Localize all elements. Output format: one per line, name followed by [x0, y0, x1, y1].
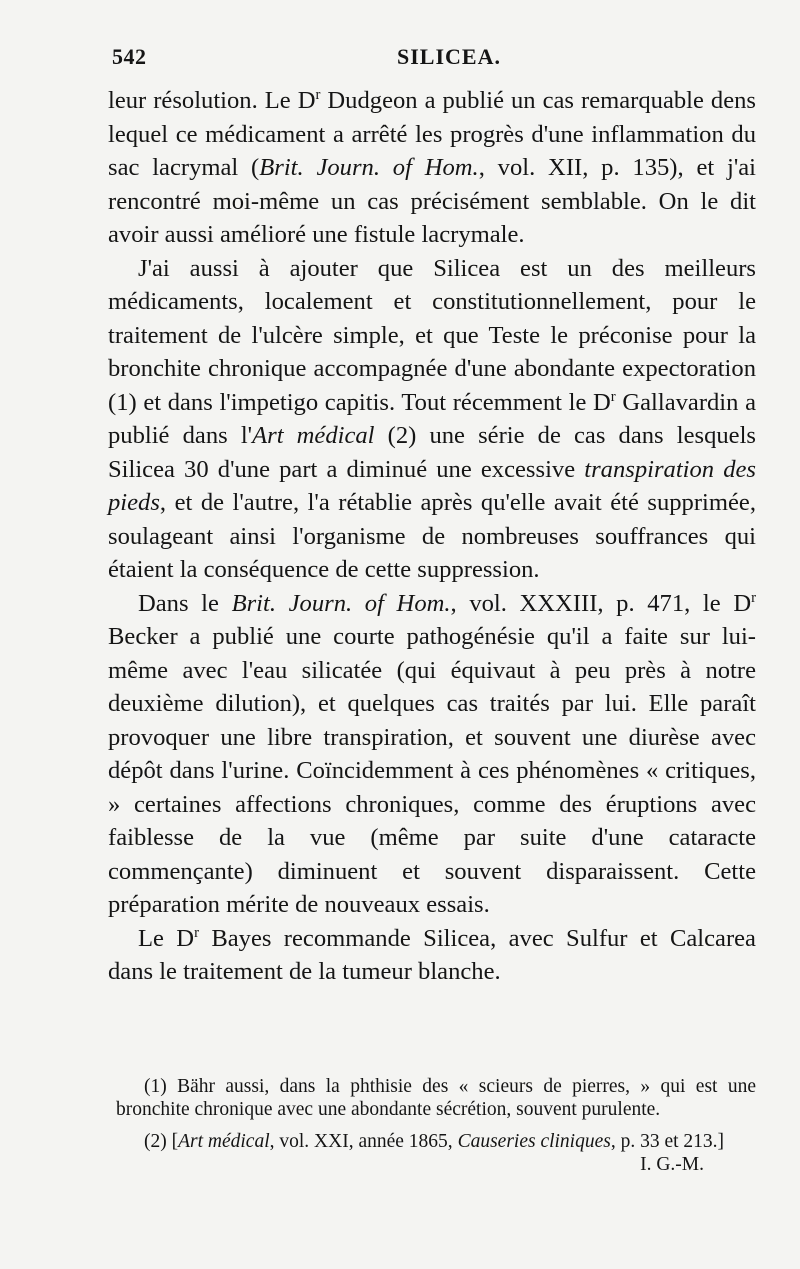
p2-text-c: (2) une série de cas dans lesquels Silicea 30 d'une part a diminué une excessive [108, 422, 756, 483]
p1-text-c: , vol. XII, p. 135), et j'ai rencontré moi-même un cas précisément semblable. On le dit avoir aussi amélioré une fistule lacrymale. [108, 154, 757, 248]
p2-text-d: , et de l'autre, l'a rétablie après qu'elle avait été supprimée, soulageant ainsi l'organisme de nombreuses souffrances qui étaient la conséquence de cette suppression. [108, 489, 756, 583]
body-text [108, 84, 756, 989]
paragraph-4 [108, 922, 756, 989]
fn2-series-title: Causeries cliniques [457, 1131, 611, 1152]
footnote-signature: I. G.-M. [640, 1153, 704, 1175]
p3-text-a: Dans le [138, 589, 232, 617]
paragraph-1 [108, 84, 756, 252]
fn2-journal-title: Art médical [178, 1131, 270, 1152]
footnote-2 [116, 1131, 756, 1175]
page-header [112, 44, 752, 74]
footnote-1: (1) Bähr aussi, dans la phthisie des « scieurs de pierres, » qui est une bronchite chronique avec une abondante sécrétion, souvent purulente. [116, 1076, 756, 1120]
p1-text-a: leur résolution. Le D [108, 87, 316, 114]
p3-citation: Brit. Journ. of Hom. [231, 589, 451, 617]
running-title: SILICEA. [397, 44, 501, 69]
p1-citation: Brit. Journ. of Hom. [259, 154, 479, 181]
p3-text-b: , vol. XXXIII, p. 471, le D [450, 589, 752, 617]
p2-journal-title: Art médical [252, 422, 375, 449]
p3-text-c: Becker a publié une courte pathogénésie qu'il a faite sur lui-même avec l'eau silicatée (qui équivaut à peu près à notre deuxième dilution), et quelques cas traités par lui. Elle paraît provoquer une libre transpiration, et souvent une diurèse avec dépôt dans l'urine. Coïncidemment à ces phénomènes « critiques, » certaines affections chroniques, comme des éruptions avec faiblesse de la vue (même par suite d'une cataracte commençante) diminuent et souvent disparaissent. Cette préparation mérite de nouveaux essais. [108, 623, 756, 918]
p2-text-a: J'ai aussi à ajouter que Silicea est un des meilleurs médicaments, localement et constitutionnellement, pour le traitement de l'ulcère simple, et que Teste le préconise pour la bronchite chronique accompagnée d'une abondante expectoration (1) et dans l'impetigo capitis. Tout récemment le D [108, 254, 756, 416]
p2-superscript: r [610, 388, 616, 405]
fn2-text-b: , vol. XXI, année 1865, [269, 1131, 458, 1152]
p4-superscript: r [194, 924, 199, 941]
page-number: 542 [112, 44, 147, 69]
footnotes [116, 1076, 756, 1176]
p1-superscript: r [315, 87, 321, 104]
p2-text-b: Gallavardin a publié dans l' [108, 388, 757, 449]
p4-text-a: Le D [138, 924, 195, 952]
p4-text-b: Bayes recommande Silicea, avec Sulfur et Calcarea dans le traitement de la tumeur blanche. [108, 924, 756, 985]
fn2-text-c: , p. 33 et 213.] [610, 1131, 725, 1152]
p1-text-b: Dudgeon a publié un cas remarquable dens lequel ce médicament a arrêté les progrès d'une inflammation du sac lacrymal ( [108, 87, 756, 181]
p2-emphasis: transpiration des pieds [108, 455, 756, 516]
paragraph-3 [108, 587, 756, 922]
fn2-text-a: (2) [ [144, 1131, 179, 1152]
paragraph-2 [108, 252, 756, 587]
p3-superscript: r [751, 589, 757, 606]
